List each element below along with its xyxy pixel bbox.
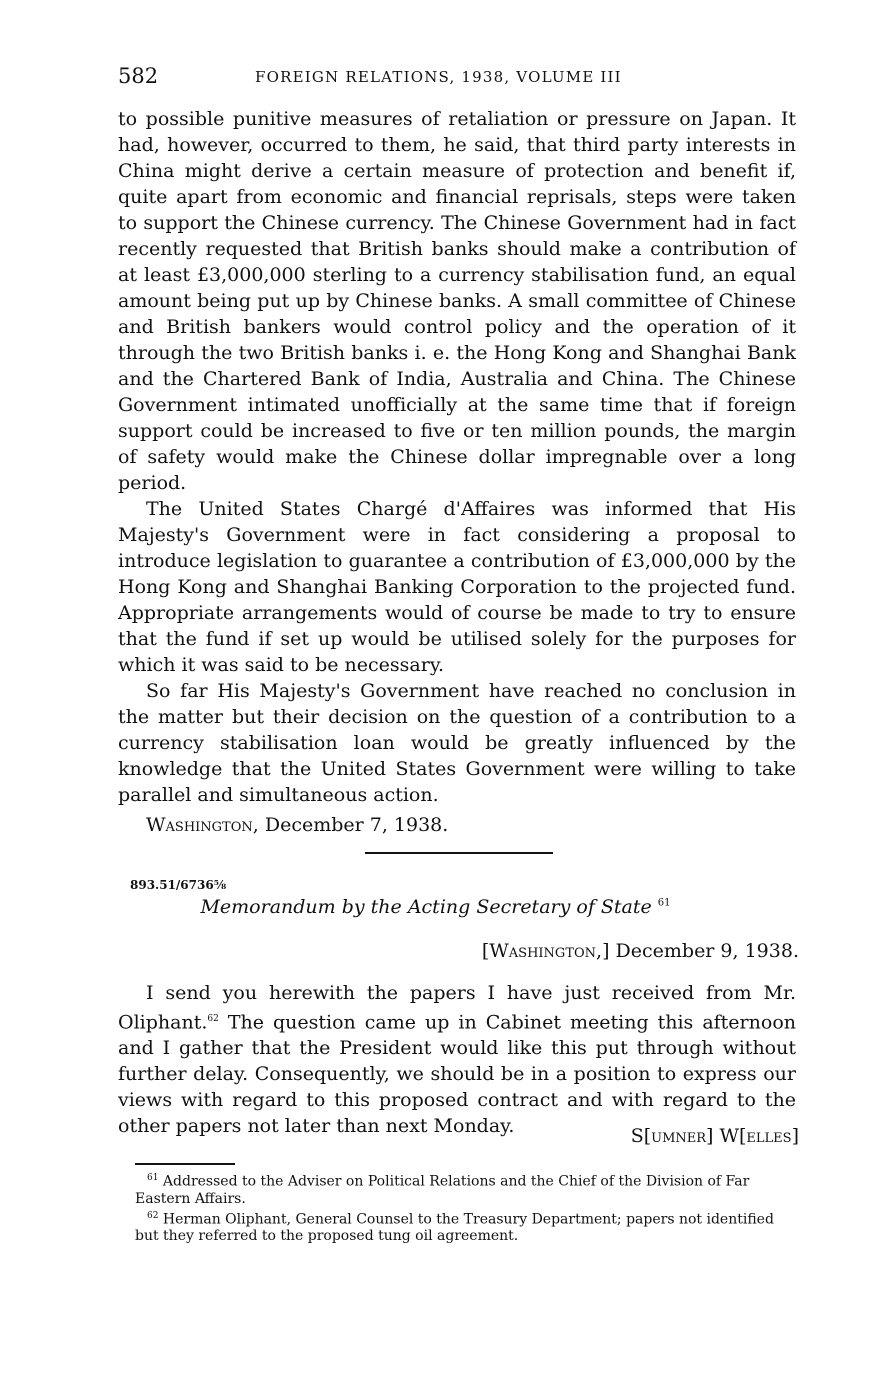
footnote-rule [135,1163,235,1165]
footnote-62-text: Herman Oliphant, General Counsel to the Treasury Department; papers not identified but they referred to the proposed tung oil agreement. [135,1211,774,1245]
paragraph-2: The United States Chargé d'Affaires was informed that His Majesty's Government were in fact considering a proposal to introduce legislation to guarantee a contribution of £3,000,000 by the Hong Kong and Shanghai Banking Corporation to the projected fund. Appropriate arrangements would of course be made to try to ensure that the fund if set up would be utilised solely for the purposes for which it was said to be necessary. [118,498,796,676]
memo-text-a: I send you herewith the papers I have just received from Mr. Oliphant. [118,982,796,1034]
memo-date: ,] December 9, 1938. [596,940,799,962]
despatch-body [118,106,796,838]
footnote-ref-61: 61 [657,897,671,909]
paragraph-1: to possible punitive measures of retaliation or pressure on Japan. It had, however, occurred to them, he said, that third party interests in China might derive a certain measure of protection and benefit if, quite apart from economic and financial reprisals, steps were taken to support the Chinese currency. The Chinese Government had in fact recently requested that British banks should make a contribution of at least £3,000,000 sterling to a currency stabilisation fund, an equal amount being put up by Chinese banks. A small committee of Chinese and British bankers would control policy and the operation of it through the two British banks i. e. the Hong Kong and Shanghai Bank and the Chartered Bank of India, Australia and China. The Chinese Government intimated unofficially at the same time that if foreign support could be increased to five or ten million pounds, the margin of safety would make the Chinese dollar impregnable over a long period. [118,108,796,494]
paragraph-3: So far His Majesty's Government have reached no conclusion in the matter but their decision on the question of a contribution to a currency stabilisation loan would be greatly influenced by the knowledge that the United States Government were willing to take parallel and simultaneous action. [118,680,796,806]
dateline-place: Washington [146,814,253,836]
memo-paragraph [118,980,796,1139]
file-number: 893.51/6736⅝ [130,878,227,892]
page-number: 582 [118,64,159,88]
memo-date-place: Washington [489,940,597,962]
section-divider [365,852,553,854]
footnote-61-mark: 61 [147,1173,159,1183]
memo-title [0,896,871,918]
footnote-ref-62: 62 [207,1014,219,1024]
bracket-open: [ [481,940,490,962]
footnote-62 [135,1208,801,1246]
running-head: FOREIGN RELATIONS, 1938, VOLUME III [255,68,622,86]
memo-title-text: Memorandum by the Acting Secretary of State [200,896,652,918]
memo-dateline [482,940,799,962]
page-header [118,64,798,94]
signature: S[umner] W[elles] [630,1125,799,1147]
footnote-62-mark: 62 [147,1210,159,1221]
memo-text-b: The question came up in Cabinet meeting this afternoon and I gather that the President would like this put through without further delay. Consequently, we should be in a position to express our views with regard to this proposed contract and with regard to the other papers not later than next Monday. [118,1011,796,1138]
dateline-date: , December 7, 1938. [252,814,449,836]
dateline [118,812,796,838]
footnote-61-text: Addressed to the Adviser on Political Relations and the Chief of the Division of Far Eastern Affairs. [135,1173,750,1207]
footnotes [135,1170,801,1245]
memo-body [118,980,796,1139]
footnote-61 [135,1170,801,1208]
